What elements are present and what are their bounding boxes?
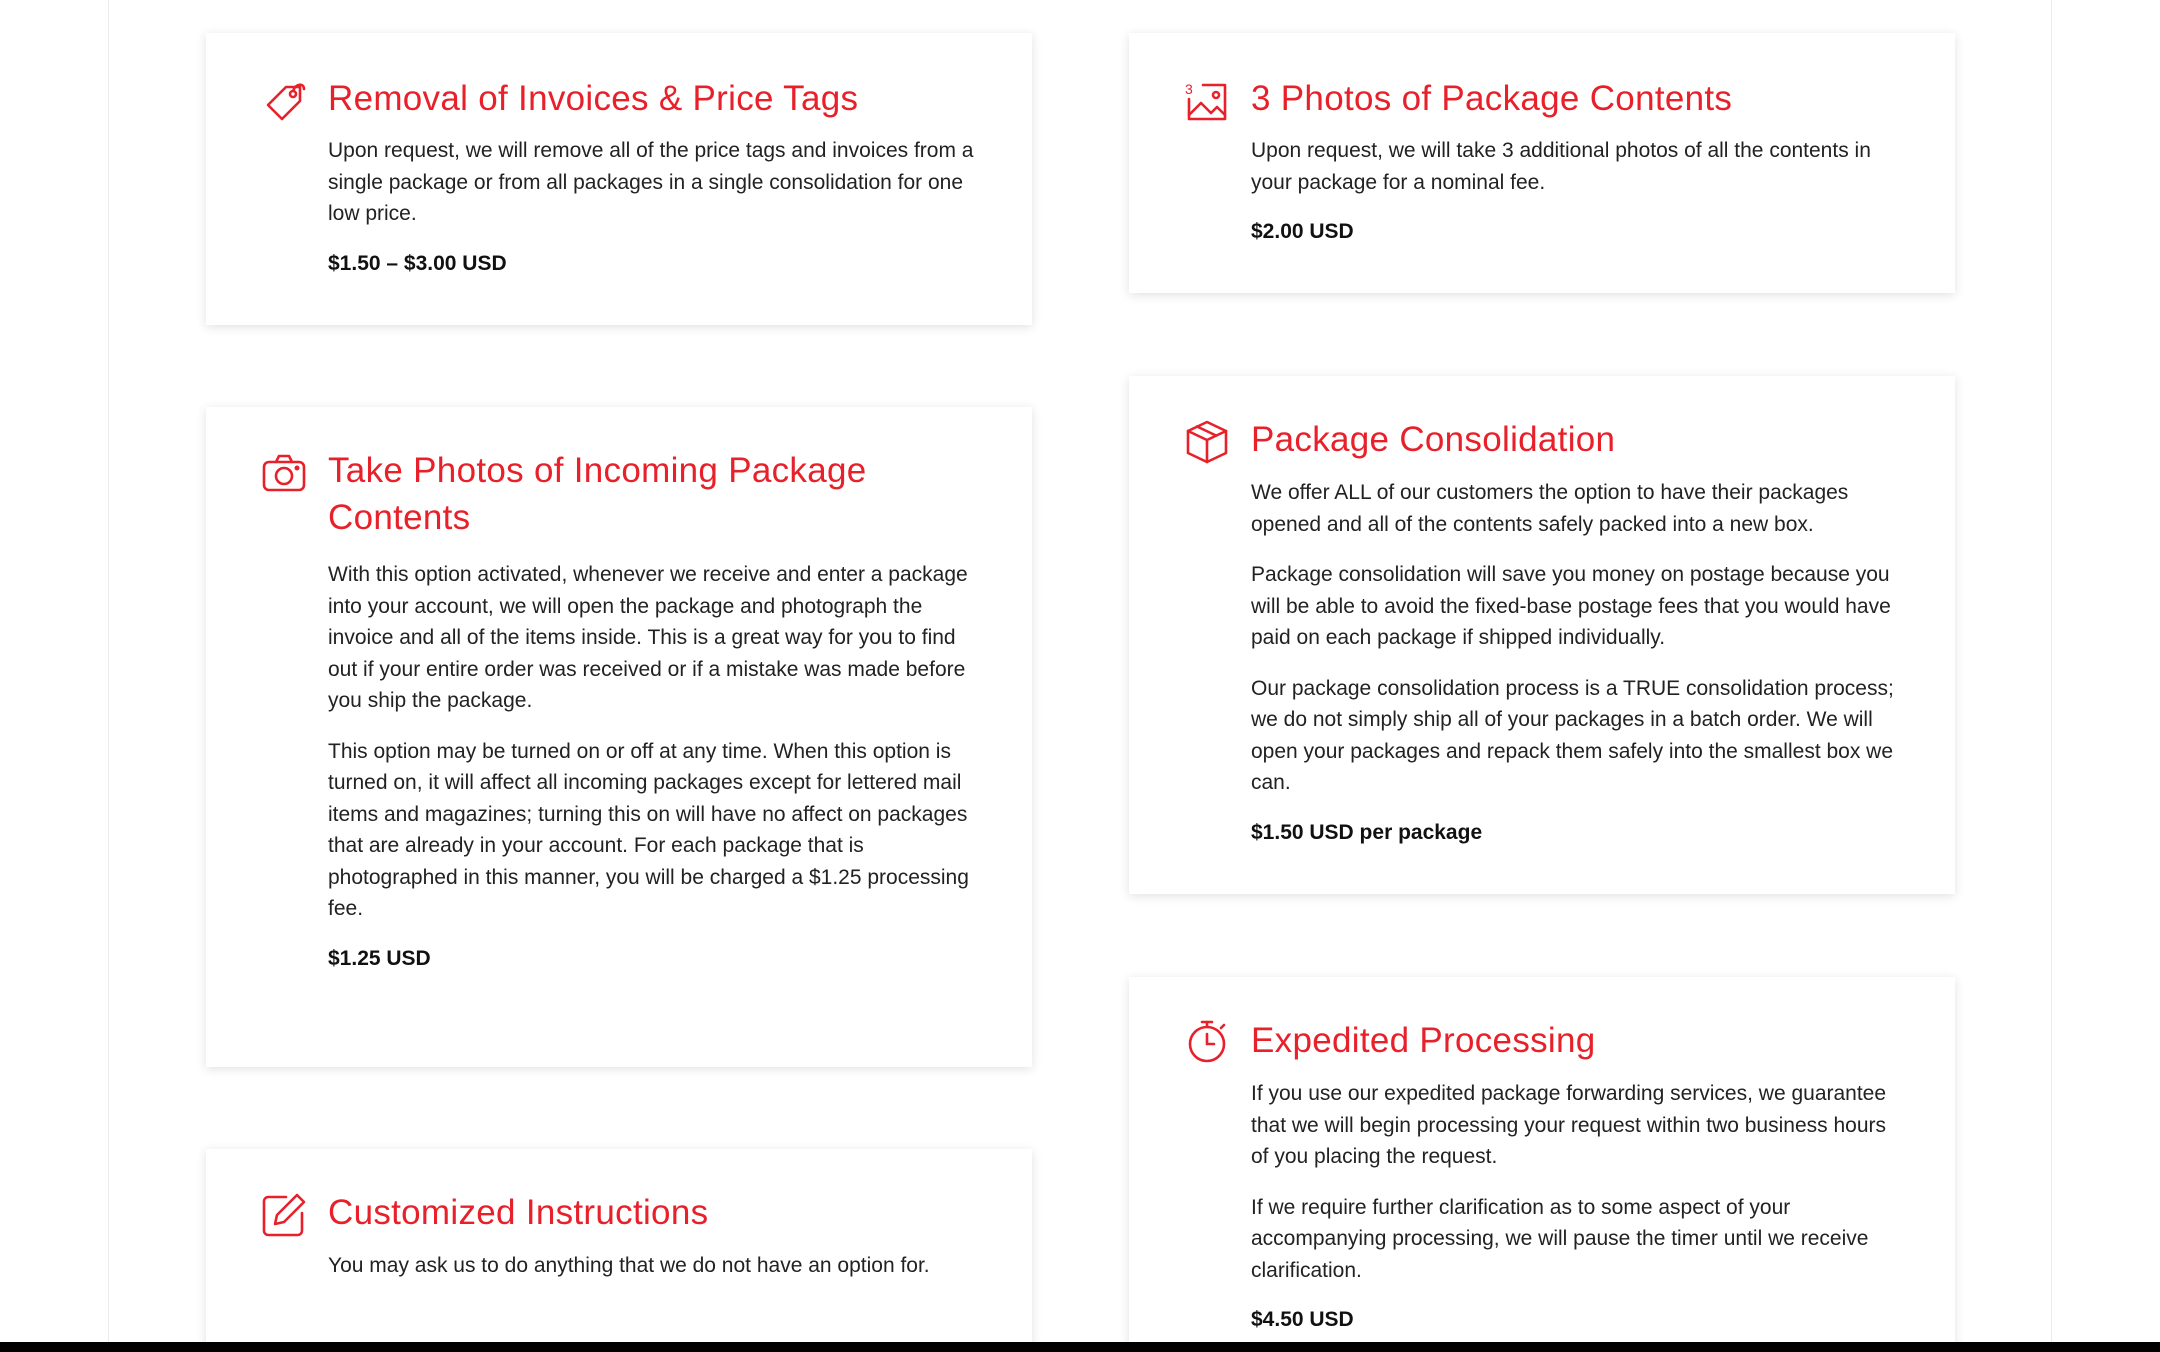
card-title: Customized Instructions [328,1193,709,1232]
service-card-take-photos [206,407,1032,1067]
card-paragraph: You may ask us to do anything that we do not have an option for. [328,1254,930,1277]
card-price: $1.50 USD per package [1251,820,1483,844]
service-card-removal-of-invoices [206,33,1032,325]
card-price: $4.50 USD [1251,1308,1354,1331]
photos-icon [1183,77,1231,125]
card-paragraph: If you use our expedited package forwarding services, we guarantee that we will begin processing your request within two business hours of you placing the request. [1251,1082,1887,1168]
card-title: Take Photos of Incoming Package Contents [328,451,867,537]
card-paragraph: We offer ALL of our customers the option to have their packages opened and all of the contents safely packed into a new box. [1251,481,1849,536]
content-panel [108,0,2052,1352]
screen-bottom-edge [0,1342,2160,1352]
card-paragraph: Upon request, we will remove all of the price tags and invoices from a single package or from all packages in a single consolidation for one low price. [328,139,974,225]
service-card-package-consolidation [1129,376,1955,894]
card-price: $2.00 USD [1251,220,1354,243]
card-paragraph: This option may be turned on or off at any time. When this option is turned on, it will affect all incoming packages except for lettered mail items and magazines; turning this on will have no affect on packages that are already in your account. For each package that is photographed in this manner, you will be charged a $1.25 processing fee. [328,739,969,920]
card-title: Removal of Invoices & Price Tags [328,79,859,118]
card-paragraph: If we require further clarification as to some aspect of your accompanying processing, we will pause the timer until we receive clarification. [1251,1195,1869,1282]
card-paragraph: Upon request, we will take 3 additional photos of all the contents in your package for a nominal fee. [1251,139,1871,194]
stopwatch-icon [1183,1017,1231,1065]
edit-icon [260,1191,308,1239]
service-card-customized-instructions [206,1149,1032,1352]
price-tag-icon [260,77,308,125]
card-paragraph: With this option activated, whenever we receive and enter a package into your account, we will open the package and photograph the invoice and all of the items inside. This is a great way for you to find out if your entire order was received or if a mistake was made before you ship the package. [328,563,968,712]
card-title: Package Consolidation [1251,420,1616,459]
card-title: Expedited Processing [1251,1021,1596,1060]
service-card-expedited-processing [1129,977,1955,1352]
card-price: $1.25 USD [328,946,431,970]
camera-icon [260,449,308,497]
card-paragraph: Package consolidation will save you money on postage because you will be able to avoid the fixed-base postage fees that you would have paid on each package if shipped individually. [1251,563,1891,649]
box-icon [1183,418,1231,466]
svg-text:3: 3 [1185,81,1193,97]
card-paragraph: Our package consolidation process is a TRUE consolidation process; we do not simply ship all of your packages in a batch order. We will open your packages and repack them safely into the smallest box we can. [1251,676,1894,794]
card-title: 3 Photos of Package Contents [1251,79,1733,118]
service-card-three-photos [1129,33,1955,293]
card-price: $1.50 – $3.00 USD [328,251,507,275]
